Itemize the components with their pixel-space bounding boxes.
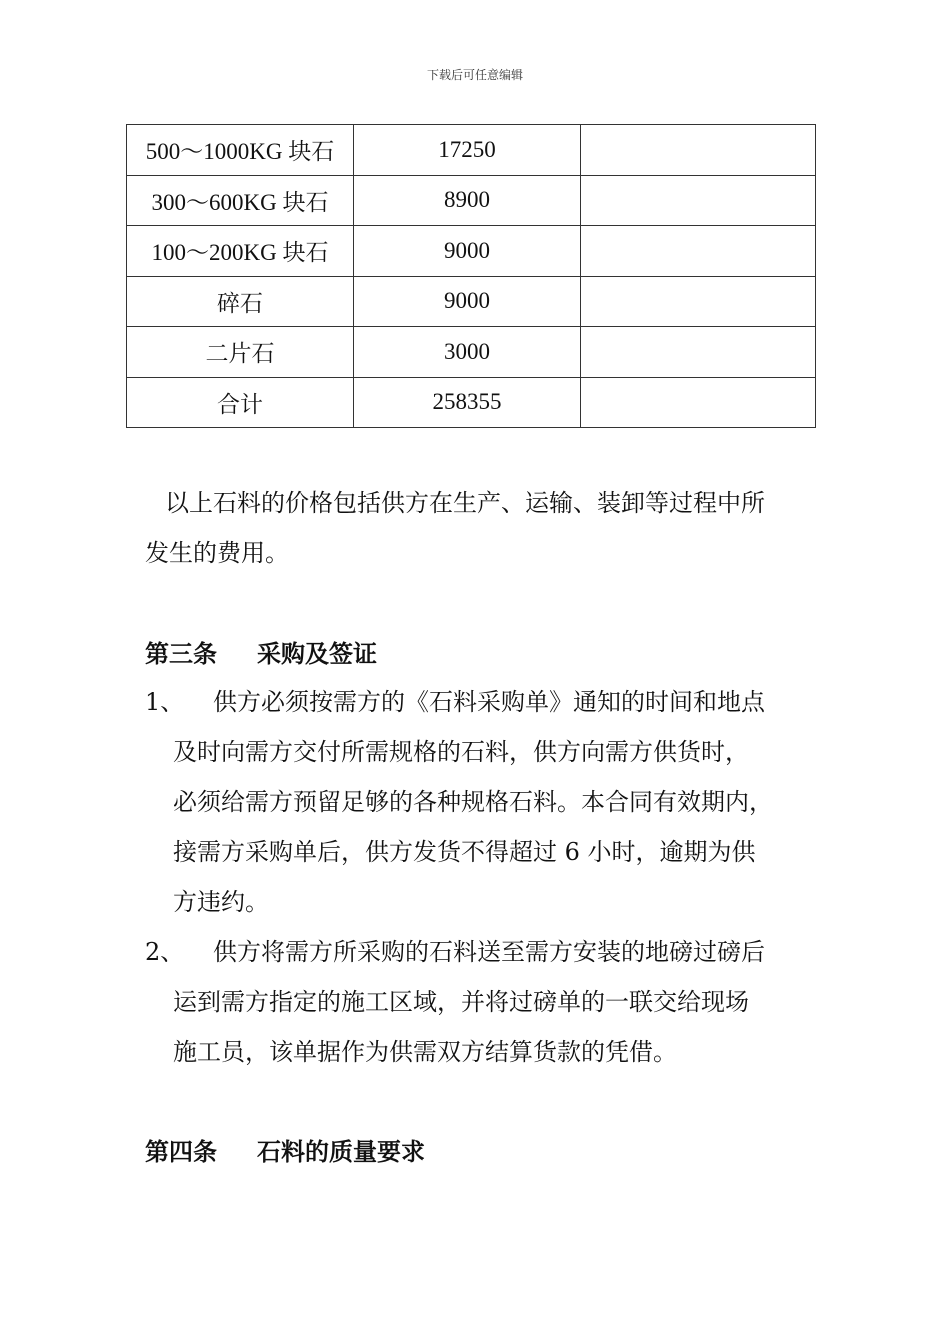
table-cell-spec: 二片石 [127, 327, 354, 378]
table-cell-amount: 9000 [354, 276, 581, 327]
table-cell-amount: 9000 [354, 226, 581, 277]
table-cell-amount: 8900 [354, 175, 581, 226]
item-marker: 1、 [145, 688, 185, 716]
table-cell-note [581, 377, 816, 428]
table-cell-note [581, 175, 816, 226]
item-line: 方违约。 [173, 888, 269, 916]
stone-price-table [126, 124, 816, 428]
item-line: 供方将需方所采购的石料送至需方安装的地磅过磅后 [213, 938, 765, 966]
price-note-line-1: 以上石料的价格包括供方在生产、运输、装卸等过程中所 [165, 489, 765, 517]
table-cell-spec: 碎石 [127, 276, 354, 327]
item-line: 及时向需方交付所需规格的石料，供方向需方供货时， [173, 738, 749, 766]
table-cell-note [581, 276, 816, 327]
table-cell-amount: 3000 [354, 327, 581, 378]
item-line: 运到需方指定的施工区域，并将过磅单的一联交给现场 [173, 988, 749, 1016]
article-3-item-1 [145, 677, 835, 927]
item-line: 施工员，该单据作为供需双方结算货款的凭借。 [173, 1038, 677, 1066]
price-note-paragraph [145, 478, 825, 578]
page-header-note: 下载后可任意编辑 [426, 68, 523, 82]
table-cell-note [581, 125, 816, 176]
article-4-number: 第四条 [145, 1137, 217, 1166]
table-row [127, 327, 816, 378]
article-4-title: 石料的质量要求 [257, 1137, 425, 1166]
table-row [127, 175, 816, 226]
article-3-number: 第三条 [145, 639, 217, 668]
article-3-item-2 [145, 927, 835, 1077]
table-cell-total-amount: 258355 [354, 377, 581, 428]
table-row [127, 226, 816, 277]
article-4-heading [145, 1132, 425, 1172]
article-3-heading [145, 634, 377, 674]
table-row [127, 125, 816, 176]
price-note-line-2: 发生的费用。 [145, 539, 289, 567]
table-cell-total-label: 合计 [127, 377, 354, 428]
table-cell-spec: 300～600KG 块石 [127, 175, 354, 226]
table-cell-amount: 17250 [354, 125, 581, 176]
item-marker: 2、 [145, 938, 185, 966]
item-line: 供方必须按需方的《石料采购单》通知的时间和地点 [213, 688, 765, 716]
article-3-title: 采购及签证 [257, 639, 377, 668]
table-cell-note [581, 226, 816, 277]
table-cell-note [581, 327, 816, 378]
table-cell-spec: 100～200KG 块石 [127, 226, 354, 277]
table-row-total [127, 377, 816, 428]
item-line: 接需方采购单后，供方发货不得超过 6 小时，逾期为供 [173, 838, 756, 866]
table-cell-spec: 500～1000KG 块石 [127, 125, 354, 176]
table-row [127, 276, 816, 327]
item-line: 必须给需方预留足够的各种规格石料。本合同有效期内， [173, 788, 773, 816]
